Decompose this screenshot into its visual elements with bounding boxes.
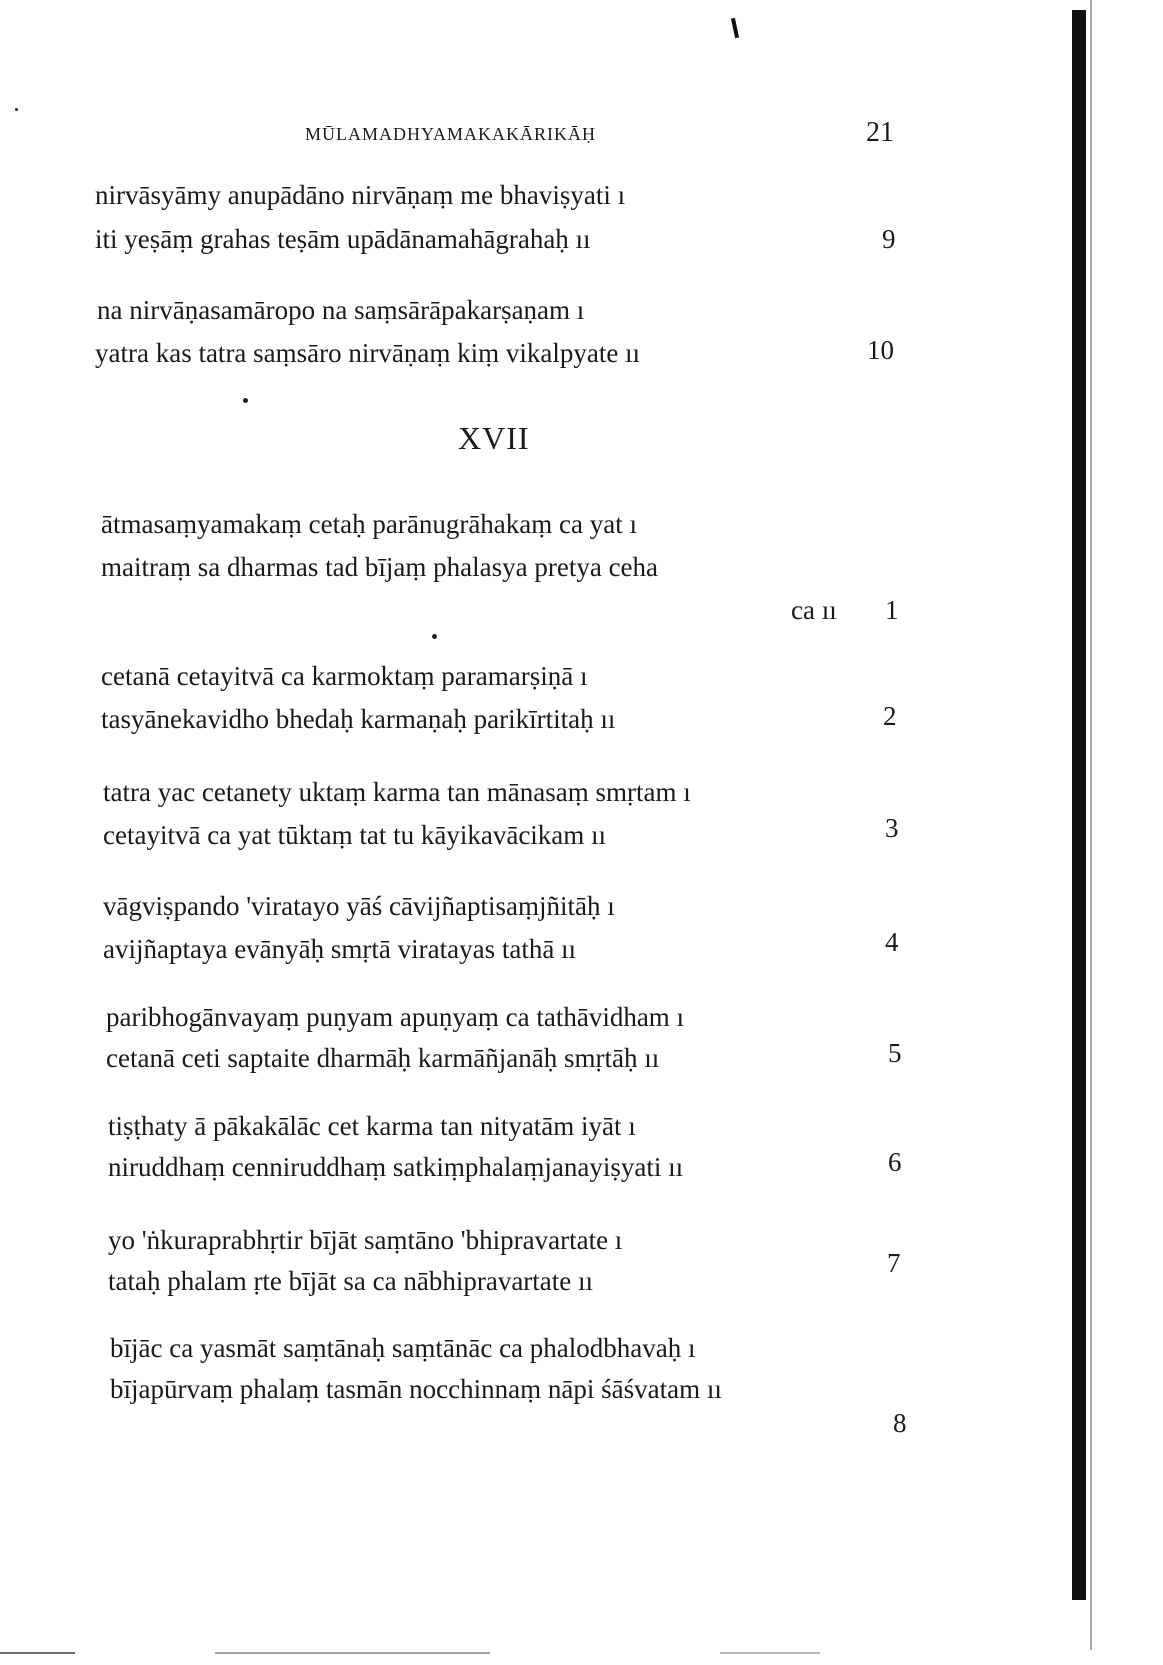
verse-line: na nirvāṇasamāropo na saṃsārāpakarṣaṇam ı [97, 295, 585, 325]
verse-line: cetanā ceti saptaite dharmāḥ karmāñjanāḥ smṛtāḥ ıı [106, 1043, 660, 1073]
page-number: 21 [866, 117, 894, 148]
verse-line: ca ıı [791, 595, 837, 625]
verse-line: tatra yac cetanety uktaṃ karma tan mānasaṃ smṛtam ı [103, 777, 691, 807]
scan-speck [15, 108, 18, 111]
verse-line: maitraṃ sa dharmas tad bījaṃ phalasya pretya ceha [101, 552, 659, 582]
verse-line: bījāc ca yasmāt saṃtānaḥ saṃtānāc ca phalodbhavaḥ ı [110, 1333, 696, 1363]
verse-line: tataḥ phalam ṛte bījāt sa ca nābhipravartate ıı [108, 1266, 594, 1296]
verse-number: 7 [887, 1248, 901, 1278]
verse-number: 3 [885, 813, 899, 843]
verse-number: 9 [882, 224, 896, 254]
top-edge-mark [731, 18, 739, 38]
page-edge-line [1090, 0, 1092, 1650]
verse-line: yatra kas tatra saṃsāro nirvāṇaṃ kiṃ vikalpyate ıı [95, 338, 641, 368]
verse-line: yo 'ṅkuraprabhṛtir bījāt saṃtāno 'bhipravartate ı [108, 1225, 623, 1255]
scan-speck [432, 634, 437, 639]
verse-number: 2 [883, 701, 897, 731]
bottom-scan-rule [720, 1652, 820, 1654]
verse-number: 8 [893, 1408, 907, 1438]
bottom-scan-rule [0, 1652, 75, 1654]
verse-number: 1 [885, 595, 899, 625]
verse-line: vāgviṣpando 'viratayo yāś cāvijñaptisaṃjñitāḥ ı [103, 891, 615, 921]
verse-line: cetanā cetayitvā ca karmoktaṃ paramarṣiṇā ı [101, 661, 588, 691]
verse-number: 5 [888, 1038, 902, 1068]
verse-line: ātmasaṃyamakaṃ cetaḥ parānugrāhakaṃ ca yat ı [101, 509, 637, 539]
verse-number: 10 [867, 335, 894, 365]
scan-speck [243, 398, 248, 403]
page-header-title: MŪLAMADHYAMAKAKĀRIKĀḤ [305, 124, 596, 144]
verse-line: avijñaptaya evānyāḥ smṛtā viratayas tathā ıı [103, 934, 577, 964]
verse-line: bījapūrvaṃ phalaṃ tasmān nocchinnaṃ nāpi śāśvatam ıı [110, 1374, 722, 1404]
verse-line: tiṣṭhaty ā pākakālāc cet karma tan nityatām iyāt ı [108, 1111, 636, 1141]
verse-line: paribhogānvayaṃ puṇyam apuṇyaṃ ca tathāvidham ı [106, 1002, 685, 1032]
verse-number: 6 [888, 1147, 902, 1177]
verse-number: 4 [885, 927, 899, 957]
verse-line: cetayitvā ca yat tūktaṃ tat tu kāyikavācikam ıı [103, 820, 607, 850]
verse-line: tasyānekavidho bhedaḥ karmaṇaḥ parikīrtitaḥ ıı [101, 704, 616, 734]
page-edge-bar [1072, 10, 1086, 1600]
verse-line: iti yeṣāṃ grahas teṣām upādānamahāgrahaḥ ıı [95, 224, 591, 254]
chapter-heading: XVII [458, 420, 530, 456]
verse-line: nirvāsyāmy anupādāno nirvāṇaṃ me bhaviṣyati ı [95, 180, 626, 210]
verse-line: niruddhaṃ cenniruddhaṃ satkiṃphalaṃjanayiṣyati ıı [108, 1152, 684, 1182]
bottom-scan-rule [215, 1652, 490, 1654]
